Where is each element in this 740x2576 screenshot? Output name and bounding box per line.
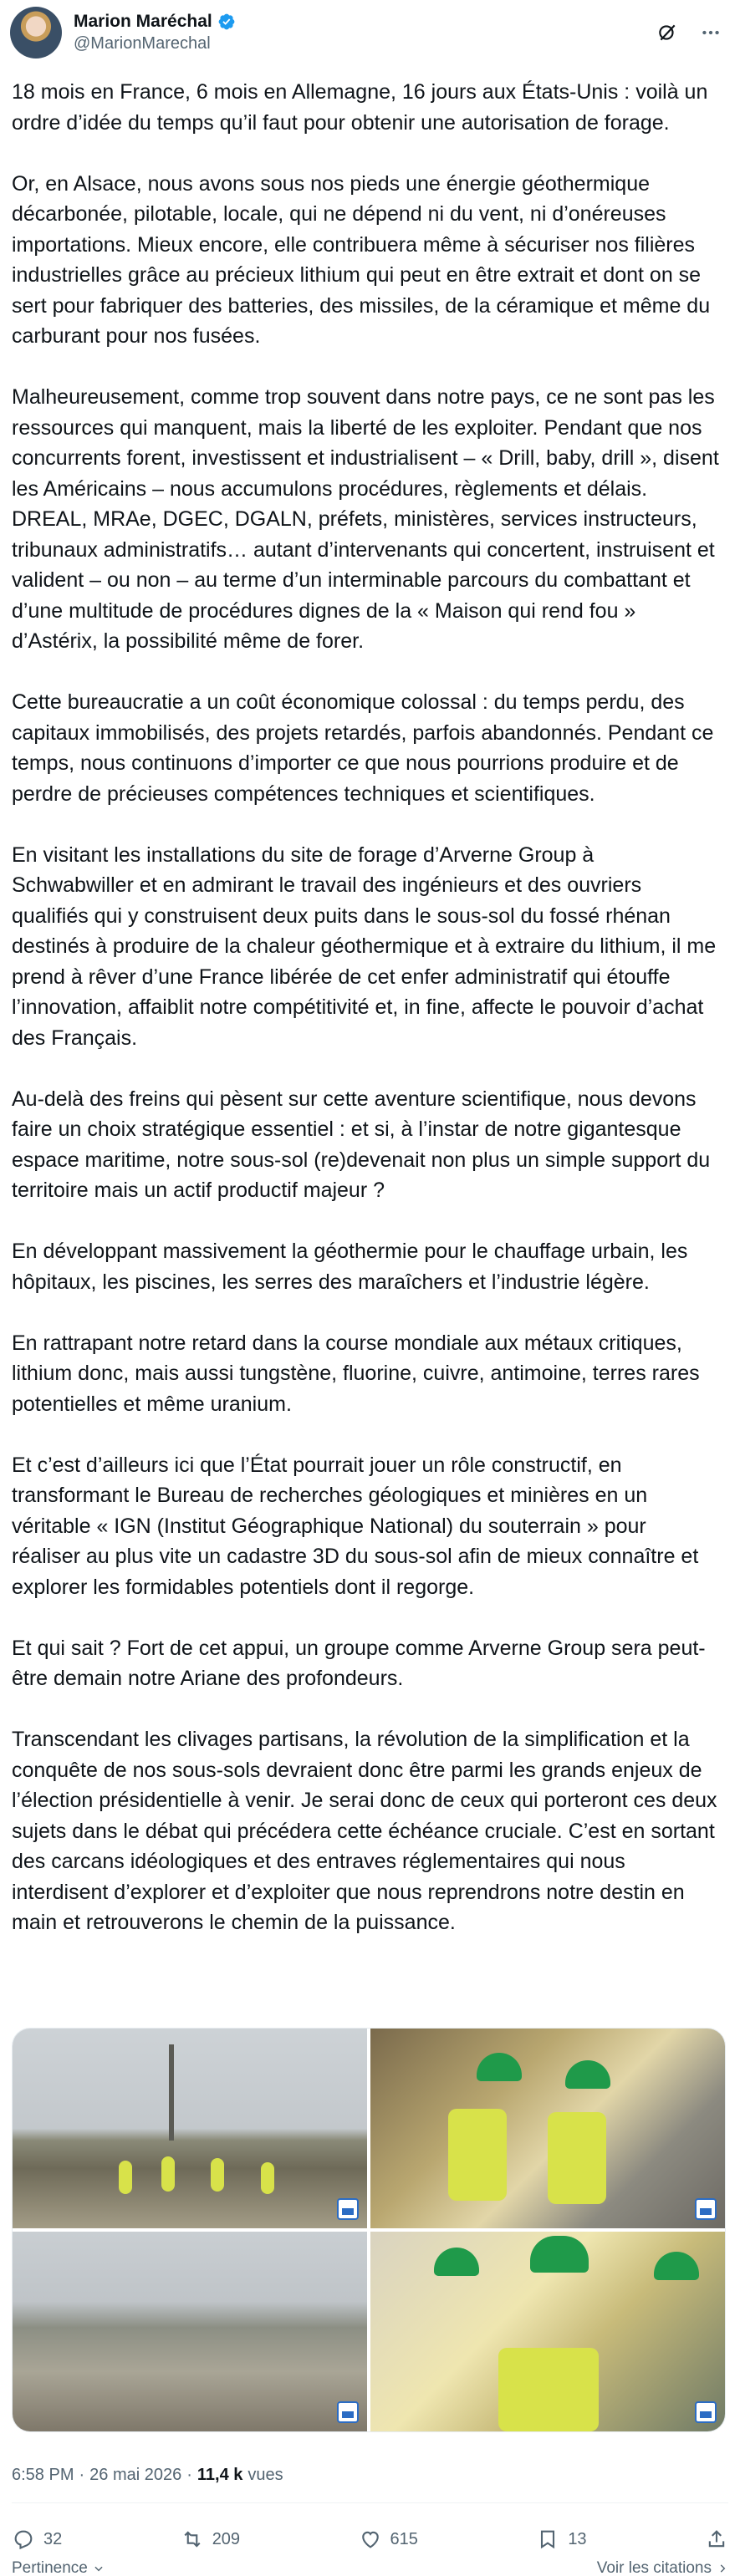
tweet-meta [12, 2466, 283, 2485]
photo-visit-closeup[interactable] [370, 2232, 725, 2431]
author-block [74, 11, 236, 54]
repost-button[interactable] [181, 2528, 240, 2551]
paragraph: Malheureusement, comme trop souvent dans notre pays, ce ne sont pas les ressources qui manquent, mais la liberté de les exploiter. Pendant que nos concurrents forent, investissent et industrialisent – « Drill, baby, drill », disent les Américains – nous accumulons procédures, règlements et délais. DREAL, MRAe, DGEC, DGALN, préfets, ministères, services instructeurs, tribunaux administratifs… autant d’intervenants qui concertent, instruisent et valident – ou non – au terme d’un interminable parcours du combattant et d’une multitude de procédures dignes de la « Maison qui rend fou » d’Astérix, la possibilité même de forer. [12, 385, 719, 653]
like-icon [359, 2528, 382, 2551]
views-label: vues [248, 2466, 283, 2484]
sort-dropdown[interactable] [12, 2559, 105, 2576]
meta-separator: · [79, 2466, 85, 2484]
helmet-shape [530, 2236, 589, 2273]
name-row [74, 11, 236, 33]
tweet-time[interactable]: 6:58 PM [12, 2466, 74, 2484]
chevron-right-icon [717, 2563, 728, 2574]
header-actions [656, 22, 722, 43]
badge-icon [337, 2198, 359, 2220]
badge-icon [337, 2401, 359, 2423]
like-button[interactable] [359, 2528, 418, 2551]
helmet-shape [654, 2252, 699, 2280]
helmet-shape [477, 2053, 522, 2081]
reply-button[interactable] [12, 2528, 62, 2551]
paragraph: Au-delà des freins qui pèsent sur cette aventure scientifique, nous devons faire un choix stratégique essentiel : et si, à l’instar de notre gigantesque espace maritime, notre sous-sol (re)devenait non plus un simple support du territoire mais un actif productif majeur ? [12, 1087, 711, 1202]
avatar[interactable] [10, 7, 62, 59]
chevron-down-icon [93, 2563, 105, 2574]
paragraph: Et c’est d’ailleurs ici que l’État pourrait jouer un rôle constructif, en transformant le Bureau de recherches géologiques et minières en un véritable « IGN (Institut Géographique National) du souterrain » pour réaliser au plus vite un cadastre 3D du sous-sol afin de mieux connaître et explorer les formidables potentiels dont il regorge. [12, 1453, 699, 1599]
more-icon[interactable] [700, 22, 722, 43]
reply-icon [12, 2528, 35, 2551]
paragraph: Or, en Alsace, nous avons sous nos pieds une énergie géothermique décarbonée, pilotable, locale, qui ne dépend ni du vent, ni d’onéreuses importations. Mieux encore, elle contribuera même à sécuriser nos filières industrielles grâce au précieux lithium qui peut en être extrait et dont on se sert pour fabriquer des batteries, des missiles, de la céramique et même du carburant pour nos fusées. [12, 171, 711, 348]
vest-shape [548, 2112, 606, 2204]
bookmark-icon [536, 2528, 559, 2551]
grok-icon[interactable] [656, 22, 678, 43]
handle[interactable]: @MarionMarechal [74, 34, 211, 53]
share-icon [705, 2528, 728, 2551]
worker-shape [261, 2162, 274, 2194]
photo-site-overview[interactable] [13, 2232, 367, 2431]
paragraph: En rattrapant notre retard dans la course mondiale aux métaux critiques, lithium donc, mais aussi tungstène, fluorine, cuivre, antimoine, terres rares potentielles et même uranium. [12, 1331, 700, 1416]
bookmark-count: 13 [568, 2529, 587, 2548]
tweet-header [10, 7, 722, 59]
worker-shape [119, 2161, 132, 2194]
worker-shape [161, 2156, 175, 2192]
repost-icon [181, 2528, 204, 2551]
share-button[interactable] [705, 2528, 728, 2551]
display-name[interactable]: Marion Maréchal [74, 12, 212, 31]
badge-icon [695, 2401, 717, 2423]
paragraph: Cette bureaucratie a un coût économique colossal : du temps perdu, des capitaux immobilisés, des projets retardés, parfois abandonnés. Pendant ce temps, nous continuons d’importer ce que nous pourrions produire et de perdre de précieuses compétences techniques et scientifiques. [12, 690, 714, 806]
bookmark-button[interactable] [536, 2528, 586, 2551]
divider [12, 2502, 728, 2503]
replies-footer [12, 2559, 728, 2576]
media-grid [12, 2028, 726, 2432]
tweet-text [12, 77, 719, 1968]
vest-shape [498, 2348, 599, 2431]
tweet-date[interactable]: 26 mai 2026 [89, 2466, 182, 2484]
worker-shape [211, 2158, 224, 2192]
reply-count: 32 [43, 2529, 63, 2548]
badge-icon [695, 2198, 717, 2220]
paragraph: Transcendant les clivages partisans, la révolution de la simplification et la conquête de nos sous-sols devraient donc être parmi les grands enjeux de l’élection présidentielle à venir. Je serai donc de ceux qui porteront ces deux sujets dans le débat qui précédera cette échéance cruciale. C’est en sortant des carcans idéologiques et des entraves réglementaires qui nous interdisent d’explorer et d’exploiter que nous reprendrons notre destin en main et retrouverons le chemin de la puissance. [12, 1728, 717, 1934]
paragraph: Et qui sait ? Fort de cet appui, un groupe comme Arverne Group sera peut-être demain notre Ariane des profondeurs. [12, 1636, 706, 1690]
action-bar [12, 2524, 728, 2554]
repost-count: 209 [212, 2529, 241, 2548]
paragraph: En développant massivement la géothermie pour le chauffage urbain, les hôpitaux, les piscines, les serres des maraîchers et l’industrie légère. [12, 1240, 688, 1294]
photo-drilling-site[interactable] [13, 2029, 367, 2228]
helmet-shape [565, 2060, 610, 2089]
helmet-shape [434, 2248, 479, 2276]
sort-label: Pertinence [12, 2559, 88, 2576]
quotes-label: Voir les citations [596, 2559, 712, 2576]
view-quotes-link[interactable] [597, 2559, 728, 2576]
drill-rig-shape [169, 2044, 174, 2141]
photo-workers-helmets[interactable] [370, 2029, 725, 2228]
paragraph: En visitant les installations du site de forage d’Arverne Group à Schwabwiller et en admirant le travail des ingénieurs et des ouvriers qualifiés qui y construisent deux puits dans le sous-sol du fossé rhénan destinés à produire de la chaleur géothermique et à extraire du lithium, il me prend à rêver d’une France libérée de cet enfer administratif qui étouffe l’innovation, affaiblit notre compétitivité et, in fine, affecte le pouvoir d’achat des Français. [12, 843, 717, 1050]
paragraph: 18 mois en France, 6 mois en Allemagne, 16 jours aux États-Unis : voilà un ordre d’idée du temps qu’il faut pour obtenir une autorisation de forage. [12, 80, 708, 135]
views-count: 11,4 k [196, 2466, 243, 2484]
verified-badge-icon [217, 13, 236, 31]
meta-separator: · [186, 2466, 192, 2484]
vest-shape [448, 2109, 507, 2201]
like-count: 615 [390, 2529, 418, 2548]
